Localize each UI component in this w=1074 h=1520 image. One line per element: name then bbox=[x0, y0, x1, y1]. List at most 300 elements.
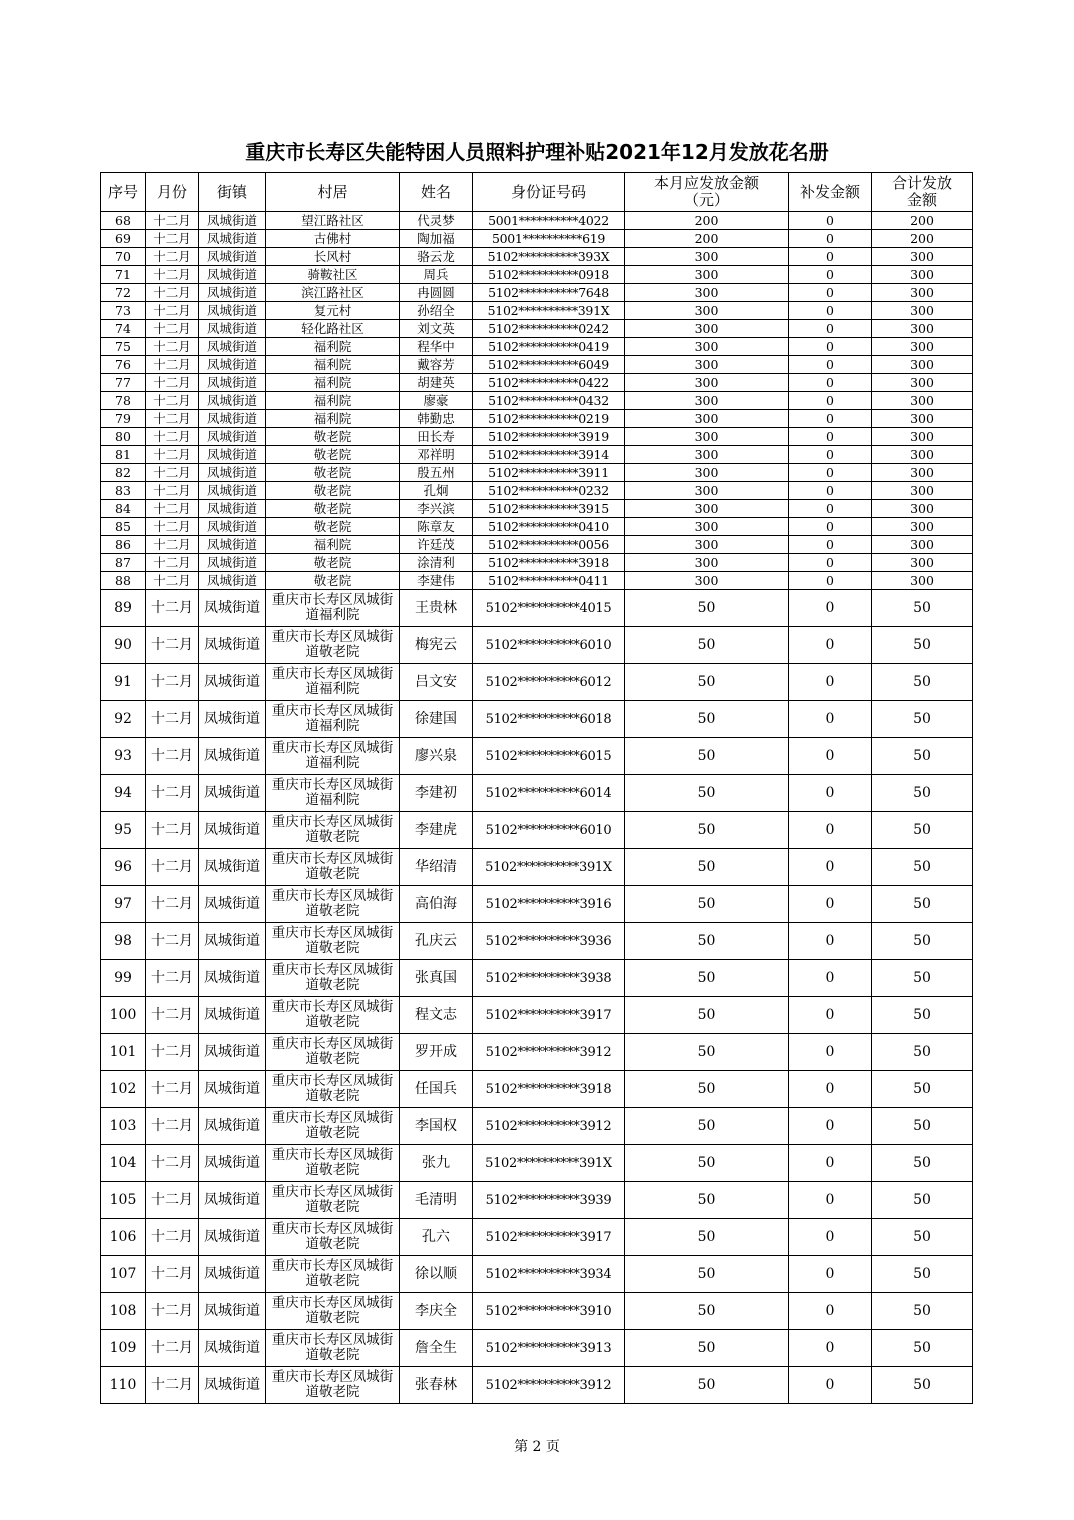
seq-cell: 108 bbox=[101, 1293, 146, 1330]
month-cell: 十二月 bbox=[146, 590, 199, 627]
table-row bbox=[101, 284, 973, 302]
total-amount-cell: 50 bbox=[872, 1034, 973, 1071]
table-row bbox=[101, 738, 973, 775]
seq-cell: 81 bbox=[101, 446, 146, 464]
total-amount-cell: 300 bbox=[872, 518, 973, 536]
due-amount-cell: 300 bbox=[625, 518, 789, 536]
village-cell: 福利院 bbox=[266, 392, 400, 410]
total-amount-cell: 50 bbox=[872, 1108, 973, 1145]
due-amount-cell: 300 bbox=[625, 248, 789, 266]
id-number-cell: 5102**********3938 bbox=[473, 960, 625, 997]
village-cell: 重庆市长寿区凤城街道敬老院 bbox=[266, 960, 400, 997]
header-name: 姓名 bbox=[400, 173, 473, 212]
due-amount-cell: 50 bbox=[625, 775, 789, 812]
village-cell: 敬老院 bbox=[266, 518, 400, 536]
month-cell: 十二月 bbox=[146, 775, 199, 812]
table-row bbox=[101, 886, 973, 923]
name-cell: 田长寿 bbox=[400, 428, 473, 446]
id-number-cell: 5102**********0432 bbox=[473, 392, 625, 410]
name-cell: 李建虎 bbox=[400, 812, 473, 849]
name-cell: 陶加福 bbox=[400, 230, 473, 248]
seq-cell: 90 bbox=[101, 627, 146, 664]
name-cell: 罗开成 bbox=[400, 1034, 473, 1071]
id-number-cell: 5102**********0419 bbox=[473, 338, 625, 356]
month-cell: 十二月 bbox=[146, 518, 199, 536]
due-amount-cell: 50 bbox=[625, 1256, 789, 1293]
due-amount-cell: 50 bbox=[625, 1293, 789, 1330]
seq-cell: 101 bbox=[101, 1034, 146, 1071]
table-row bbox=[101, 775, 973, 812]
street-cell: 凤城街道 bbox=[199, 266, 266, 284]
extra-amount-cell: 0 bbox=[789, 212, 872, 230]
total-amount-cell: 50 bbox=[872, 923, 973, 960]
extra-amount-cell: 0 bbox=[789, 775, 872, 812]
street-cell: 凤城街道 bbox=[199, 338, 266, 356]
street-cell: 凤城街道 bbox=[199, 248, 266, 266]
street-cell: 凤城街道 bbox=[199, 536, 266, 554]
month-cell: 十二月 bbox=[146, 1330, 199, 1367]
table-row bbox=[101, 1108, 973, 1145]
village-cell: 福利院 bbox=[266, 410, 400, 428]
seq-cell: 110 bbox=[101, 1367, 146, 1404]
street-cell: 凤城街道 bbox=[199, 518, 266, 536]
extra-amount-cell: 0 bbox=[789, 886, 872, 923]
seq-cell: 84 bbox=[101, 500, 146, 518]
total-amount-cell: 50 bbox=[872, 1367, 973, 1404]
street-cell: 凤城街道 bbox=[199, 500, 266, 518]
street-cell: 凤城街道 bbox=[199, 1219, 266, 1256]
extra-amount-cell: 0 bbox=[789, 812, 872, 849]
street-cell: 凤城街道 bbox=[199, 997, 266, 1034]
village-cell: 重庆市长寿区凤城街道敬老院 bbox=[266, 923, 400, 960]
due-amount-cell: 300 bbox=[625, 266, 789, 284]
header-extra-amount: 补发金额 bbox=[789, 173, 872, 212]
id-number-cell: 5102**********0232 bbox=[473, 482, 625, 500]
village-cell: 重庆市长寿区凤城街道敬老院 bbox=[266, 1367, 400, 1404]
name-cell: 许廷茂 bbox=[400, 536, 473, 554]
document-title: 重庆市长寿区失能特困人员照料护理补贴2021年12月发放花名册 bbox=[245, 140, 829, 164]
id-number-cell: 5102**********3910 bbox=[473, 1293, 625, 1330]
roster-table bbox=[100, 172, 973, 1404]
table-row bbox=[101, 960, 973, 997]
seq-cell: 77 bbox=[101, 374, 146, 392]
due-amount-cell: 50 bbox=[625, 923, 789, 960]
extra-amount-cell: 0 bbox=[789, 284, 872, 302]
extra-amount-cell: 0 bbox=[789, 338, 872, 356]
village-cell: 重庆市长寿区凤城街道敬老院 bbox=[266, 886, 400, 923]
month-cell: 十二月 bbox=[146, 428, 199, 446]
seq-cell: 91 bbox=[101, 664, 146, 701]
header-row bbox=[101, 173, 973, 212]
extra-amount-cell: 0 bbox=[789, 1330, 872, 1367]
street-cell: 凤城街道 bbox=[199, 1182, 266, 1219]
header-month: 月份 bbox=[146, 173, 199, 212]
header-due-amount bbox=[625, 173, 789, 212]
table-row bbox=[101, 1330, 973, 1367]
street-cell: 凤城街道 bbox=[199, 627, 266, 664]
seq-cell: 86 bbox=[101, 536, 146, 554]
total-amount-cell: 50 bbox=[872, 849, 973, 886]
month-cell: 十二月 bbox=[146, 392, 199, 410]
village-cell: 重庆市长寿区凤城街道福利院 bbox=[266, 590, 400, 627]
id-number-cell: 5102**********3917 bbox=[473, 997, 625, 1034]
id-number-cell: 5102**********6012 bbox=[473, 664, 625, 701]
village-cell: 滨江路社区 bbox=[266, 284, 400, 302]
due-amount-cell: 50 bbox=[625, 701, 789, 738]
extra-amount-cell: 0 bbox=[789, 572, 872, 590]
table-row bbox=[101, 1034, 973, 1071]
month-cell: 十二月 bbox=[146, 923, 199, 960]
id-number-cell: 5102**********3912 bbox=[473, 1034, 625, 1071]
village-cell: 重庆市长寿区凤城街道敬老院 bbox=[266, 812, 400, 849]
village-cell: 敬老院 bbox=[266, 572, 400, 590]
due-amount-cell: 300 bbox=[625, 428, 789, 446]
name-cell: 冉圆圆 bbox=[400, 284, 473, 302]
village-cell: 敬老院 bbox=[266, 554, 400, 572]
name-cell: 徐建国 bbox=[400, 701, 473, 738]
total-amount-cell: 50 bbox=[872, 1182, 973, 1219]
month-cell: 十二月 bbox=[146, 1034, 199, 1071]
table-row bbox=[101, 1071, 973, 1108]
id-number-cell: 5102**********3936 bbox=[473, 923, 625, 960]
table-row bbox=[101, 1293, 973, 1330]
name-cell: 周兵 bbox=[400, 266, 473, 284]
table-row bbox=[101, 302, 973, 320]
village-cell: 福利院 bbox=[266, 536, 400, 554]
seq-cell: 102 bbox=[101, 1071, 146, 1108]
seq-cell: 99 bbox=[101, 960, 146, 997]
seq-cell: 104 bbox=[101, 1145, 146, 1182]
seq-cell: 74 bbox=[101, 320, 146, 338]
header-id-number: 身份证号码 bbox=[473, 173, 625, 212]
due-amount-cell: 300 bbox=[625, 554, 789, 572]
total-amount-cell: 50 bbox=[872, 1293, 973, 1330]
seq-cell: 87 bbox=[101, 554, 146, 572]
village-cell: 敬老院 bbox=[266, 428, 400, 446]
due-amount-cell: 50 bbox=[625, 1219, 789, 1256]
table-row bbox=[101, 1145, 973, 1182]
month-cell: 十二月 bbox=[146, 482, 199, 500]
village-cell: 重庆市长寿区凤城街道敬老院 bbox=[266, 627, 400, 664]
extra-amount-cell: 0 bbox=[789, 356, 872, 374]
total-amount-cell: 300 bbox=[872, 482, 973, 500]
id-number-cell: 5102**********3913 bbox=[473, 1330, 625, 1367]
due-amount-cell: 50 bbox=[625, 997, 789, 1034]
extra-amount-cell: 0 bbox=[789, 1293, 872, 1330]
seq-cell: 89 bbox=[101, 590, 146, 627]
month-cell: 十二月 bbox=[146, 886, 199, 923]
name-cell: 廖豪 bbox=[400, 392, 473, 410]
due-amount-cell: 50 bbox=[625, 886, 789, 923]
total-amount-cell: 300 bbox=[872, 284, 973, 302]
total-amount-cell: 50 bbox=[872, 1256, 973, 1293]
month-cell: 十二月 bbox=[146, 960, 199, 997]
village-cell: 长风村 bbox=[266, 248, 400, 266]
extra-amount-cell: 0 bbox=[789, 664, 872, 701]
id-number-cell: 5102**********0410 bbox=[473, 518, 625, 536]
table-row bbox=[101, 1219, 973, 1256]
month-cell: 十二月 bbox=[146, 1367, 199, 1404]
name-cell: 孙绍全 bbox=[400, 302, 473, 320]
total-amount-cell: 50 bbox=[872, 886, 973, 923]
street-cell: 凤城街道 bbox=[199, 1293, 266, 1330]
id-number-cell: 5001**********4022 bbox=[473, 212, 625, 230]
extra-amount-cell: 0 bbox=[789, 849, 872, 886]
id-number-cell: 5102**********0411 bbox=[473, 572, 625, 590]
month-cell: 十二月 bbox=[146, 664, 199, 701]
table-row bbox=[101, 428, 973, 446]
due-amount-cell: 300 bbox=[625, 482, 789, 500]
id-number-cell: 5102**********391X bbox=[473, 849, 625, 886]
table-row bbox=[101, 356, 973, 374]
id-number-cell: 5102**********391X bbox=[473, 1145, 625, 1182]
name-cell: 李国权 bbox=[400, 1108, 473, 1145]
name-cell: 代灵梦 bbox=[400, 212, 473, 230]
village-cell: 重庆市长寿区凤城街道敬老院 bbox=[266, 997, 400, 1034]
total-amount-cell: 300 bbox=[872, 500, 973, 518]
due-amount-cell: 300 bbox=[625, 536, 789, 554]
id-number-cell: 5102**********3912 bbox=[473, 1108, 625, 1145]
due-amount-cell: 50 bbox=[625, 960, 789, 997]
name-cell: 刘文英 bbox=[400, 320, 473, 338]
name-cell: 詹全生 bbox=[400, 1330, 473, 1367]
table-row bbox=[101, 266, 973, 284]
extra-amount-cell: 0 bbox=[789, 374, 872, 392]
month-cell: 十二月 bbox=[146, 536, 199, 554]
month-cell: 十二月 bbox=[146, 500, 199, 518]
seq-cell: 107 bbox=[101, 1256, 146, 1293]
village-cell: 重庆市长寿区凤城街道福利院 bbox=[266, 775, 400, 812]
village-cell: 福利院 bbox=[266, 356, 400, 374]
id-number-cell: 5102**********0219 bbox=[473, 410, 625, 428]
village-cell: 骑鞍社区 bbox=[266, 266, 400, 284]
due-amount-cell: 300 bbox=[625, 500, 789, 518]
name-cell: 陈章友 bbox=[400, 518, 473, 536]
id-number-cell: 5102**********393X bbox=[473, 248, 625, 266]
village-cell: 重庆市长寿区凤城街道福利院 bbox=[266, 664, 400, 701]
seq-cell: 95 bbox=[101, 812, 146, 849]
village-cell: 轻化路社区 bbox=[266, 320, 400, 338]
total-amount-cell: 50 bbox=[872, 1219, 973, 1256]
table-row bbox=[101, 1182, 973, 1219]
village-cell: 重庆市长寿区凤城街道敬老院 bbox=[266, 1182, 400, 1219]
id-number-cell: 5102**********3934 bbox=[473, 1256, 625, 1293]
month-cell: 十二月 bbox=[146, 738, 199, 775]
name-cell: 程华中 bbox=[400, 338, 473, 356]
table-row bbox=[101, 1256, 973, 1293]
name-cell: 殷五州 bbox=[400, 464, 473, 482]
village-cell: 重庆市长寿区凤城街道敬老院 bbox=[266, 1330, 400, 1367]
name-cell: 孔六 bbox=[400, 1219, 473, 1256]
seq-cell: 75 bbox=[101, 338, 146, 356]
street-cell: 凤城街道 bbox=[199, 464, 266, 482]
street-cell: 凤城街道 bbox=[199, 775, 266, 812]
total-amount-cell: 50 bbox=[872, 775, 973, 812]
due-amount-cell: 300 bbox=[625, 302, 789, 320]
village-cell: 望江路社区 bbox=[266, 212, 400, 230]
id-number-cell: 5102**********0918 bbox=[473, 266, 625, 284]
extra-amount-cell: 0 bbox=[789, 392, 872, 410]
extra-amount-cell: 0 bbox=[789, 997, 872, 1034]
extra-amount-cell: 0 bbox=[789, 248, 872, 266]
total-amount-cell: 300 bbox=[872, 410, 973, 428]
id-number-cell: 5102**********3919 bbox=[473, 428, 625, 446]
name-cell: 李建伟 bbox=[400, 572, 473, 590]
month-cell: 十二月 bbox=[146, 464, 199, 482]
id-number-cell: 5102**********3914 bbox=[473, 446, 625, 464]
village-cell: 重庆市长寿区凤城街道敬老院 bbox=[266, 1145, 400, 1182]
village-cell: 重庆市长寿区凤城街道福利院 bbox=[266, 701, 400, 738]
due-amount-cell: 50 bbox=[625, 627, 789, 664]
month-cell: 十二月 bbox=[146, 1256, 199, 1293]
seq-cell: 100 bbox=[101, 997, 146, 1034]
id-number-cell: 5102**********6010 bbox=[473, 627, 625, 664]
street-cell: 凤城街道 bbox=[199, 230, 266, 248]
due-amount-cell: 50 bbox=[625, 1330, 789, 1367]
due-amount-cell: 300 bbox=[625, 464, 789, 482]
name-cell: 王贵林 bbox=[400, 590, 473, 627]
table-row bbox=[101, 446, 973, 464]
due-amount-cell: 50 bbox=[625, 590, 789, 627]
street-cell: 凤城街道 bbox=[199, 886, 266, 923]
extra-amount-cell: 0 bbox=[789, 960, 872, 997]
village-cell: 重庆市长寿区凤城街道敬老院 bbox=[266, 1219, 400, 1256]
month-cell: 十二月 bbox=[146, 1182, 199, 1219]
name-cell: 胡建英 bbox=[400, 374, 473, 392]
table-row bbox=[101, 590, 973, 627]
seq-cell: 97 bbox=[101, 886, 146, 923]
seq-cell: 71 bbox=[101, 266, 146, 284]
street-cell: 凤城街道 bbox=[199, 482, 266, 500]
name-cell: 戴容芳 bbox=[400, 356, 473, 374]
seq-cell: 93 bbox=[101, 738, 146, 775]
name-cell: 李庆全 bbox=[400, 1293, 473, 1330]
table-row bbox=[101, 572, 973, 590]
month-cell: 十二月 bbox=[146, 1145, 199, 1182]
header-seq: 序号 bbox=[101, 173, 146, 212]
month-cell: 十二月 bbox=[146, 572, 199, 590]
street-cell: 凤城街道 bbox=[199, 1108, 266, 1145]
name-cell: 韩勤忠 bbox=[400, 410, 473, 428]
name-cell: 毛清明 bbox=[400, 1182, 473, 1219]
name-cell: 程文志 bbox=[400, 997, 473, 1034]
month-cell: 十二月 bbox=[146, 812, 199, 849]
month-cell: 十二月 bbox=[146, 410, 199, 428]
table-row bbox=[101, 923, 973, 960]
seq-cell: 98 bbox=[101, 923, 146, 960]
seq-cell: 83 bbox=[101, 482, 146, 500]
month-cell: 十二月 bbox=[146, 701, 199, 738]
extra-amount-cell: 0 bbox=[789, 1071, 872, 1108]
village-cell: 福利院 bbox=[266, 338, 400, 356]
name-cell: 任国兵 bbox=[400, 1071, 473, 1108]
table-row bbox=[101, 997, 973, 1034]
name-cell: 华绍清 bbox=[400, 849, 473, 886]
month-cell: 十二月 bbox=[146, 302, 199, 320]
total-amount-cell: 300 bbox=[872, 338, 973, 356]
total-amount-cell: 300 bbox=[872, 572, 973, 590]
village-cell: 重庆市长寿区凤城街道敬老院 bbox=[266, 849, 400, 886]
table-row bbox=[101, 812, 973, 849]
id-number-cell: 5102**********391X bbox=[473, 302, 625, 320]
name-cell: 李建初 bbox=[400, 775, 473, 812]
id-number-cell: 5102**********3916 bbox=[473, 886, 625, 923]
month-cell: 十二月 bbox=[146, 627, 199, 664]
name-cell: 张真国 bbox=[400, 960, 473, 997]
id-number-cell: 5102**********3918 bbox=[473, 554, 625, 572]
month-cell: 十二月 bbox=[146, 554, 199, 572]
seq-cell: 72 bbox=[101, 284, 146, 302]
due-amount-cell: 200 bbox=[625, 212, 789, 230]
street-cell: 凤城街道 bbox=[199, 1256, 266, 1293]
seq-cell: 94 bbox=[101, 775, 146, 812]
id-number-cell: 5102**********6010 bbox=[473, 812, 625, 849]
street-cell: 凤城街道 bbox=[199, 1367, 266, 1404]
village-cell: 复元村 bbox=[266, 302, 400, 320]
extra-amount-cell: 0 bbox=[789, 923, 872, 960]
total-amount-cell: 50 bbox=[872, 701, 973, 738]
total-amount-cell: 300 bbox=[872, 356, 973, 374]
total-amount-cell: 50 bbox=[872, 1330, 973, 1367]
extra-amount-cell: 0 bbox=[789, 500, 872, 518]
extra-amount-cell: 0 bbox=[789, 230, 872, 248]
extra-amount-cell: 0 bbox=[789, 518, 872, 536]
name-cell: 梅宪云 bbox=[400, 627, 473, 664]
table-row bbox=[101, 701, 973, 738]
extra-amount-cell: 0 bbox=[789, 1182, 872, 1219]
seq-cell: 85 bbox=[101, 518, 146, 536]
village-cell: 重庆市长寿区凤城街道敬老院 bbox=[266, 1071, 400, 1108]
village-cell: 重庆市长寿区凤城街道敬老院 bbox=[266, 1293, 400, 1330]
name-cell: 骆云龙 bbox=[400, 248, 473, 266]
extra-amount-cell: 0 bbox=[789, 590, 872, 627]
table-row bbox=[101, 464, 973, 482]
table-row bbox=[101, 338, 973, 356]
total-amount-cell: 300 bbox=[872, 302, 973, 320]
total-amount-cell: 50 bbox=[872, 1145, 973, 1182]
id-number-cell: 5102**********3912 bbox=[473, 1367, 625, 1404]
extra-amount-cell: 0 bbox=[789, 554, 872, 572]
seq-cell: 70 bbox=[101, 248, 146, 266]
name-cell: 邓祥明 bbox=[400, 446, 473, 464]
street-cell: 凤城街道 bbox=[199, 960, 266, 997]
header-due-amount-label: 本月应发放金额（元） bbox=[653, 174, 759, 209]
seq-cell: 73 bbox=[101, 302, 146, 320]
street-cell: 凤城街道 bbox=[199, 1034, 266, 1071]
id-number-cell: 5102**********0242 bbox=[473, 320, 625, 338]
header-total-amount bbox=[872, 173, 973, 212]
seq-cell: 69 bbox=[101, 230, 146, 248]
id-number-cell: 5102**********3939 bbox=[473, 1182, 625, 1219]
due-amount-cell: 50 bbox=[625, 1367, 789, 1404]
header-village: 村居 bbox=[266, 173, 400, 212]
table-row bbox=[101, 320, 973, 338]
id-number-cell: 5102**********3918 bbox=[473, 1071, 625, 1108]
total-amount-cell: 300 bbox=[872, 446, 973, 464]
month-cell: 十二月 bbox=[146, 997, 199, 1034]
total-amount-cell: 300 bbox=[872, 428, 973, 446]
table-row bbox=[101, 1367, 973, 1404]
month-cell: 十二月 bbox=[146, 446, 199, 464]
name-cell: 高伯海 bbox=[400, 886, 473, 923]
extra-amount-cell: 0 bbox=[789, 1367, 872, 1404]
total-amount-cell: 300 bbox=[872, 536, 973, 554]
month-cell: 十二月 bbox=[146, 266, 199, 284]
month-cell: 十二月 bbox=[146, 212, 199, 230]
id-number-cell: 5102**********3915 bbox=[473, 500, 625, 518]
street-cell: 凤城街道 bbox=[199, 302, 266, 320]
village-cell: 古佛村 bbox=[266, 230, 400, 248]
